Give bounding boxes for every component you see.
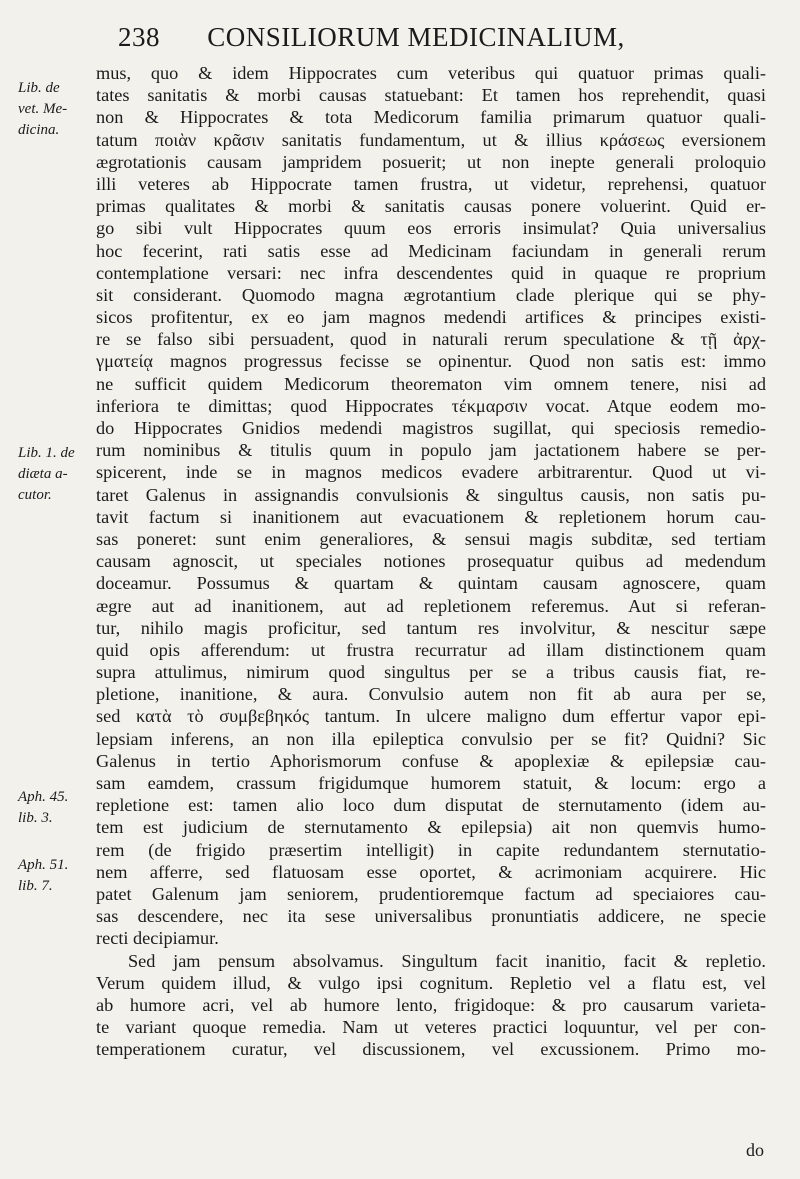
text-line: illi veteres ab Hippocrate tamen frustra, ut videtur, reprehensi, quatuor xyxy=(96,173,766,194)
page-number: 238 xyxy=(118,22,160,52)
text-line: sit considerant. Quomodo magna ægrotantium clade plerique qui se phy- xyxy=(96,284,766,305)
text-line: γματείᾳ magnos progressus fecisse se opinentur. Quod non satis est: immo xyxy=(96,351,766,372)
margin-note: Aph. 45. xyxy=(18,789,69,805)
text-line: rum nominibus & titulis quum in populo jam jactationem habere se per- xyxy=(96,440,766,461)
body-text xyxy=(96,62,766,1060)
text-line: tem est judicium de sternutamento & epilepsia) ait non quemvis humo- xyxy=(96,817,766,838)
text-line: ne sufficit quidem Medicorum theorematon vim omnem tenere, nisi ad xyxy=(96,373,766,394)
text-line: go sibi vult Hippocrates quum eos erroris insimulat? Quia universalius xyxy=(96,218,766,239)
text-line: patet Galenum jam seniorem, prudentioremque factum ad speciaiores cau- xyxy=(96,883,766,904)
margin-note: vet. Me- xyxy=(18,101,68,117)
text-line: ægre aut ad inanitionem, aut ad repletionem referemus. Aut si referan- xyxy=(96,595,766,616)
text-line: pletione, inanitione, & aura. Convulsio autem non fit ab aura per se, xyxy=(96,684,766,705)
text-line: spicerent, inde se in magnos medicos evadere arbitrarentur. Quod ut vi- xyxy=(96,462,766,483)
text-line: sed κατὰ τὸ συμβεβηκός tantum. In ulcere maligno dum effertur vapor epi- xyxy=(96,706,766,727)
text-line: sas descendere, nec ita sese universalibus pronuntiatis addicere, ne specie xyxy=(96,906,766,927)
text-line: recti decipiamur. xyxy=(96,928,219,949)
text-line: sas poneret: sunt enim generaliores, & sensui magis subditæ, sed tertiam xyxy=(96,528,766,549)
text-line: Sed jam pensum absolvamus. Singultum facit inanitio, facit & repletio. xyxy=(128,950,766,971)
text-line: nem afferre, sed flatuosam esse oportet, & acrimoniam acquirere. Hic xyxy=(96,861,766,882)
text-line: ab humore acri, vel ab humore lento, frigidoque: & pro causarum varieta- xyxy=(96,994,766,1015)
text-line: rem (de frigido præsertim intelligit) in capite redundantem sternutatio- xyxy=(96,839,766,860)
margin-note: Aph. 51. xyxy=(18,857,69,873)
text-line: inferiora te dimittas; quod Hippocrates τέκμαρσιν vocat. Atque eodem mo- xyxy=(96,395,766,416)
text-line: primas qualitates & morbi & sanitatis causas ponere voluerint. Quid er- xyxy=(96,196,766,217)
running-header xyxy=(118,22,798,53)
text-line: causam agnoscit, ut speciales notiones prosequatur quibus ad medendum xyxy=(96,551,766,572)
text-line: ægrotationis causam jampridem posuerit; ut non inepte generali proloquio xyxy=(96,151,766,172)
margin-note: Lib. 1. de xyxy=(18,445,75,461)
text-line: taret Galenus in assignandis convulsionis & singultus causis, non satis pu- xyxy=(96,484,766,505)
text-line: re se falso sibi persuadent, quod in naturali rerum speculatione & τῇ ἀρχ- xyxy=(96,329,766,350)
text-line: contemplatione versari: nec infra descendentes quid in quaque re proprium xyxy=(96,262,766,283)
margin-note: cutor. xyxy=(18,487,52,503)
text-line: temperationem curatur, vel discussionem, vel excussionem. Primo mo- xyxy=(96,1039,766,1060)
margin-note: lib. 7. xyxy=(18,878,53,894)
text-line: tur, nihilo magis proficitur, sed tantum res involvitur, & nescitur sæpe xyxy=(96,617,766,638)
text-line: doceamur. Possumus & quartam & quintam causam agnoscere, quam xyxy=(96,573,766,594)
margin-note: lib. 3. xyxy=(18,810,53,826)
text-line: sicos profitentur, ex eo jam magnos medendi artifices & principes existi- xyxy=(96,307,766,328)
text-line: non & Hippocrates & tota Medicorum familia primarum quatuor quali- xyxy=(96,107,766,128)
text-line: tates sanitatis & morbi causas statuebant: Et tamen hos reprehendit, quasi xyxy=(96,85,766,106)
text-line: Verum quidem illud, & vulgo ipsi cognitum. Repletio vel a flatu est, vel xyxy=(96,972,766,993)
text-line: mus, quo & idem Hippocrates cum veteribus qui quatuor primas quali- xyxy=(96,63,766,83)
running-title: CONSILIORUM MEDICINALIUM, xyxy=(207,22,625,52)
text-line: repletione est: tamen alio loco dum disputat de sternutamento (idem au- xyxy=(96,795,766,816)
catchword: do xyxy=(746,1140,764,1160)
text-line: tatum ποιὰν κρᾶσιν sanitatis fundamentum, ut & illius κράσεως eversionem xyxy=(96,129,766,150)
text-line: supra attulimus, nimirum quod singultus per se a tribus causis fiat, re- xyxy=(96,662,766,683)
text-line: sam eamdem, crassum frigidumque humorem statuit, & locum: ergo a xyxy=(96,773,766,793)
margin-note: diæta a- xyxy=(18,466,68,482)
margin-note: Lib. de xyxy=(18,80,60,96)
text-line: lepsiam inferens, an non illa epileptica convulsio per se fit? Quidni? Sic xyxy=(96,728,766,749)
text-line: quid opis afferendum: ut frustra recurratur ad illam distinctionem quam xyxy=(96,639,766,660)
margin-notes xyxy=(0,0,96,1179)
margin-note: dicina. xyxy=(18,122,60,138)
text-line: te variant quoque remedia. Nam ut veteres practici loquuntur, vel per con- xyxy=(96,1017,766,1038)
text-line: hoc fecerint, rati satis esse ad Medicinam faciundam in generali rerum xyxy=(96,240,766,261)
text-line: tavit factum si inanitionem aut evacuationem & repletionem horum cau- xyxy=(96,506,766,527)
text-line: do Hippocrates Gnidios medendi magistros sugillat, qui speciosis remedio- xyxy=(96,418,766,438)
text-line: Galenus in tertio Aphorismorum confuse & apoplexiæ & epilepsiæ cau- xyxy=(96,750,766,771)
